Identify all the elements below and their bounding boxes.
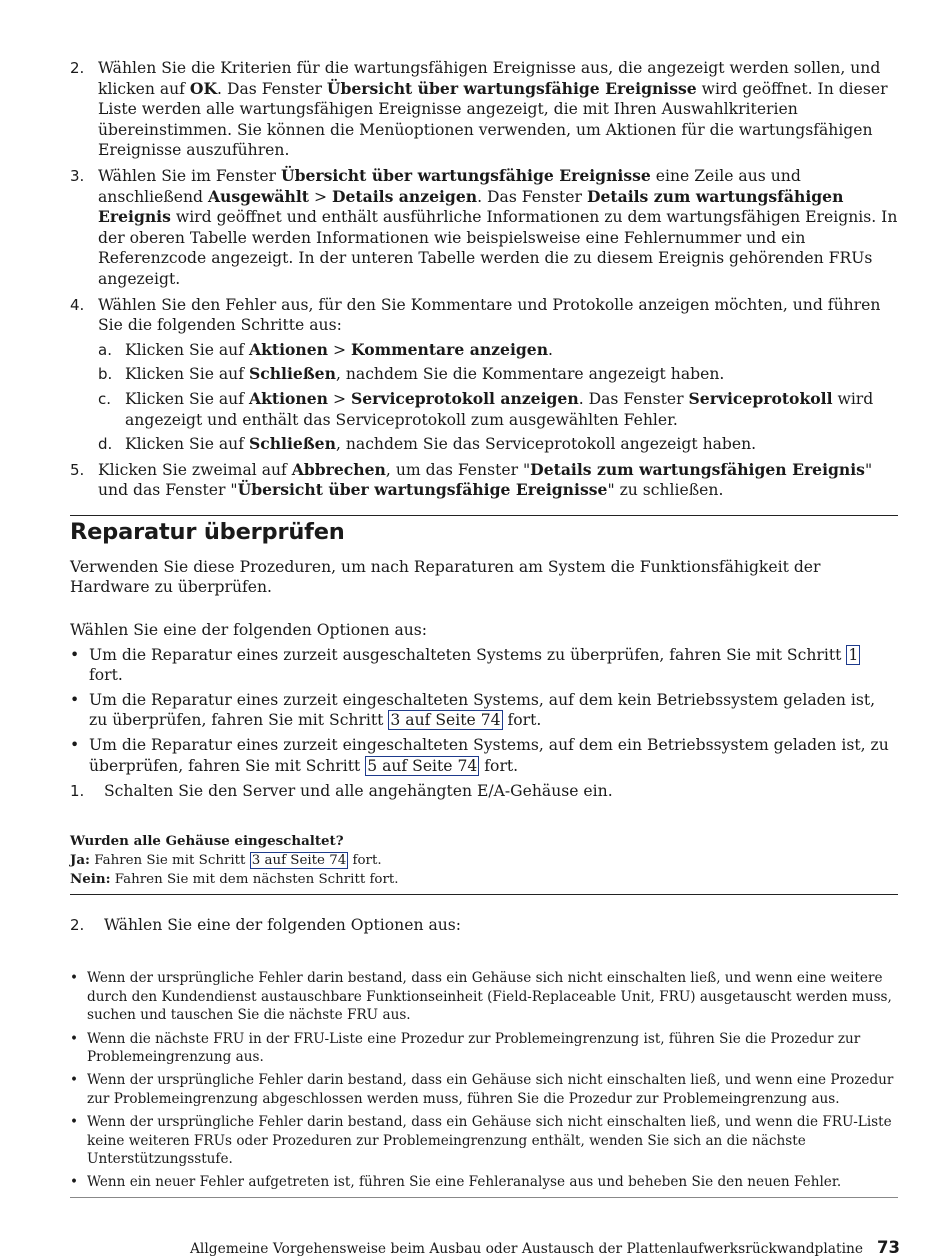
bold-term: Kommentare anzeigen [350,339,549,359]
bullet-icon: • [70,970,79,987]
bullet-icon: • [70,1030,79,1047]
text-run: wird geöffnet und enthält ausführliche Informationen zu dem wartungsfähigen Ereignis. In der oberen Tabelle werden Informationen wie beispielsweise eine Fehlernummer und ein Referenzcode angezeigt. In der unteren Tabelle werden die zu diesem Ereignis gehörenden FRUs angezeigt. [98,208,898,288]
bottom-rule [70,1197,898,1198]
answer-no-label: Nein: [70,870,111,887]
text-run: Um die Reparatur eines zurzeit eingeschalteten Systems, auf dem kein Betriebssystem geladen ist, zu überprüfen, fahren Sie mit Schritt [89,690,876,730]
step-text [98,295,898,336]
step-number: 4. [70,295,85,314]
text-run: fort. [502,711,542,730]
option-list [70,645,898,777]
text-run: . [548,340,553,359]
document-page [70,58,898,1198]
procedure-step [70,460,898,501]
sub-step-letter: d. [98,435,113,454]
step-number: 2. [70,59,85,77]
text-run: Wählen Sie den Fehler aus, für den Sie Kommentare und Protokolle anzeigen möchten, und führen Sie die folgenden Schritte aus: [98,295,881,335]
option-text: Wenn der ursprüngliche Fehler darin bestand, dass ein Gehäuse sich nicht einschalten ließ, und wenn die FRU-Liste keine weiteren FRUs oder Prozeduren zur Problemeingrenzung enthält, wenden Sie sich an die nächste Unterstützungsstufe. [87,1114,892,1168]
text-run: Wählen Sie im Fenster [98,166,281,185]
sub-step-letter: a. [98,340,112,359]
options-intro: Wählen Sie eine der folgenden Optionen aus: [70,621,428,640]
text-run: Klicken Sie auf [125,435,249,454]
text-run: Klicken Sie zweimal auf [98,460,292,479]
step-number: 1. [70,782,85,801]
text-run: Klicken Sie auf [125,365,249,384]
text-run: " und das Fenster " [98,460,873,500]
bold-term: Details zum wartungsfähigen Ereignis [530,459,865,479]
bullet-icon: • [70,1072,79,1089]
text-run: , nachdem Sie das Serviceprotokoll angezeigt haben. [335,435,757,454]
bold-term: Übersicht über wartungsfähige Ereignisse [326,78,697,98]
step-text [98,58,898,161]
bold-term: Übersicht über wartungsfähige Ereignisse [237,480,608,500]
bold-term: Details zum wartungsfähigen Ereignis [98,186,844,227]
answer-yes-pre: Fahren Sie mit Schritt [89,852,250,868]
text-run: Klicken Sie auf [125,389,249,408]
text-run: " zu schließen. [607,481,724,500]
bold-term: Serviceprotokoll [688,388,833,408]
question: Wurden alle Gehäuse eingeschaltet? [70,832,344,849]
text-run: , um das Fenster " [385,460,531,479]
bold-term: Serviceprotokoll anzeigen [350,388,579,408]
bold-term: OK [189,78,218,98]
text-run: , nachdem Sie die Kommentare angezeigt haben. [335,365,725,384]
step-2-option [70,1030,898,1067]
question-rule [70,894,898,895]
text-run: > [328,389,351,408]
step-text [98,460,898,501]
step-1-text: Schalten Sie den Server und alle angehängten E/A-Gehäuse ein. [104,782,613,801]
text-run: . Das Fenster [217,79,327,98]
step-2 [70,915,898,936]
sub-step [98,364,898,385]
bullet-icon: • [70,1114,79,1131]
bold-term: Aktionen [248,339,328,359]
bold-term: Übersicht über wartungsfähige Ereignisse [280,165,651,185]
answer-yes [70,851,898,870]
text-run: wird geöffnet. In dieser Liste werden alle wartungsfähigen Ereignisse angezeigt, die mit Ihren Auswahlkriterien übereinstimmen. Sie können die Menüoptionen verwenden, um Aktionen für die wartungsfähigen Ereignisse auszuführen. [98,79,888,160]
step-2-options [70,969,898,1191]
procedure-step [70,295,898,455]
text-run: > [309,187,332,206]
step-2-option [70,1071,898,1108]
section-intro: Verwenden Sie diese Prozeduren, um nach Reparaturen am System die Funktionsfähigkeit der Hardware zu überprüfen. [70,557,821,597]
answer-no [70,870,898,889]
bullet-icon: • [70,690,80,709]
section-heading: Reparatur überprüfen [70,518,345,545]
text-run: fort. [89,666,123,685]
procedure-step [70,58,898,161]
text-run: Wählen Sie die Kriterien für die wartungsfähigen Ereignisse aus, die angezeigt werden sollen, und klicken auf [98,59,881,98]
step-text [98,166,898,290]
option-text: Wenn der ursprüngliche Fehler darin bestand, dass ein Gehäuse sich nicht einschalten ließ, und wenn eine weitere durch den Kundendienst austauschbare Funktionseinheit (Field-Replaceable Unit, FRU) ausgetauscht werden muss, suchen und tauschen Sie die nächste FRU aus. [87,970,892,1024]
step-2-text: Wählen Sie eine der folgenden Optionen aus: [104,915,462,934]
bold-term: Schließen [248,434,336,454]
text-run: Klicken Sie auf [125,340,249,359]
option-item [70,735,898,776]
text-run: > [328,340,351,359]
procedure-step [70,166,898,290]
step-number: 2. [70,915,85,934]
footer-title: Allgemeine Vorgehensweise beim Ausbau oder Austausch der Plattenlaufwerksrückwandplatine [189,1241,864,1257]
link-step-3[interactable]: 3 auf Seite 74 [251,852,347,868]
page-number: 73 [877,1238,900,1257]
bullet-icon: • [70,736,80,755]
procedure-steps [70,58,898,501]
sub-step [98,434,898,455]
bold-term: Ausgewählt [207,186,309,206]
text-run: eine Zeile aus und anschließend [98,166,801,206]
option-item [70,690,898,731]
sub-step-letter: c. [98,389,112,408]
step-2-option [70,969,898,1024]
cross-reference-link[interactable]: 3 auf Seite 74 [390,711,501,730]
step-2-option [70,1173,898,1191]
cross-reference-link[interactable]: 5 auf Seite 74 [367,756,478,775]
sub-step [98,340,898,361]
bold-term: Aktionen [248,388,328,408]
answer-no-text: Fahren Sie mit dem nächsten Schritt fort. [110,871,399,887]
bold-term: Schließen [248,364,336,384]
sub-step-letter: b. [98,365,113,384]
answer-yes-post: fort. [348,852,382,868]
option-item [70,645,898,686]
bold-term: Details anzeigen [331,186,478,206]
text-run: Um die Reparatur eines zurzeit ausgeschalteten Systems zu überprüfen, fahren Sie mit Schritt [89,645,847,664]
text-run: . Das Fenster [477,187,587,206]
step-2-option [70,1113,898,1168]
sub-step [98,389,898,430]
text-run: Um die Reparatur eines zurzeit eingeschalteten Systems, auf dem ein Betriebssystem geladen ist, zu überprüfen, fahren Sie mit Schritt [89,736,889,775]
question-block [70,832,898,889]
page-footer [190,1238,900,1257]
option-text: Wenn ein neuer Fehler aufgetreten ist, führen Sie eine Fehleranalyse aus und beheben Sie den neuen Fehler. [87,1174,842,1191]
step-number: 5. [70,460,85,479]
step-1 [70,781,898,802]
bold-term: Abbrechen [291,459,386,479]
text-run: wird angezeigt und enthält das Serviceprotokoll zum ausgewählten Fehler. [125,389,874,429]
section-rule [70,515,898,516]
step-number: 3. [70,166,85,185]
bullet-icon: • [70,645,80,664]
cross-reference-link[interactable]: 1 [848,645,859,664]
text-run: . Das Fenster [578,389,689,408]
answer-yes-label: Ja: [70,851,90,868]
option-text: Wenn die nächste FRU in der FRU-Liste eine Prozedur zur Problemeingrenzung ist, führen Sie die Prozedur zur Problemeingrenzung aus. [87,1030,861,1066]
text-run: fort. [479,756,519,775]
bullet-icon: • [70,1174,79,1191]
option-text: Wenn der ursprüngliche Fehler darin bestand, dass ein Gehäuse sich nicht einschalten ließ, und wenn eine Prozedur zur Problemeingrenzung abgeschlossen werden muss, führen Sie die Prozedur zur Problemeingrenzung aus. [87,1072,894,1107]
